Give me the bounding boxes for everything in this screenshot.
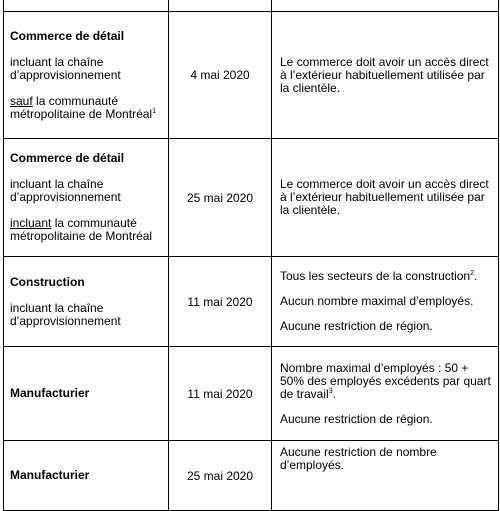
region-text: la communauté métropolitaine de Montréal: [10, 93, 153, 121]
region-text: la communauté métropolitaine de Montréal: [10, 216, 153, 243]
table-row: [4, 12, 499, 139]
sector-region: [10, 95, 164, 121]
footnote-ref: 3: [328, 387, 333, 395]
conditions-cell: [272, 139, 499, 257]
sector-title: Construction: [10, 274, 85, 289]
sector-table: [3, 0, 499, 511]
region-qualifier: sauf: [10, 93, 33, 108]
condition-main: Tous les secteurs de la construction: [280, 269, 471, 283]
header-cell: [272, 0, 499, 12]
sector-cell: [4, 139, 169, 257]
condition-text: Le commerce doit avoir un accès direct à l’extérieur habituellement utilisée par la clientèle.: [280, 54, 489, 95]
sector-scope: incluant la chaîne d’approvisionnement: [10, 54, 121, 82]
conditions-cell: [272, 441, 499, 511]
condition-text: Aucune restriction de nombre d’employés.: [280, 445, 437, 472]
sector-title: Commerce de détail: [10, 28, 125, 43]
footnote-ref: 2: [470, 270, 475, 277]
start-date: 25 mai 2020: [169, 139, 272, 257]
sector-title: Manufacturier: [10, 386, 90, 400]
table-row: [4, 139, 499, 257]
header-row: [4, 0, 499, 12]
sector-scope: incluant la chaîne d’approvisionnement: [10, 300, 121, 328]
start-date: 4 mai 2020: [169, 12, 272, 139]
condition-text: Le commerce doit avoir un accès direct à l’extérieur habituellement utilisée par la clientèle.: [280, 177, 489, 217]
region-qualifier: incluant: [10, 216, 52, 230]
conditions-cell: [272, 12, 499, 139]
condition-text: [280, 270, 492, 283]
sector-cell: [4, 257, 169, 347]
condition-text: Aucun nombre maximal d’employés.: [280, 294, 474, 308]
header-cell: [4, 0, 169, 12]
sector-region: [10, 217, 164, 243]
table-row: [4, 257, 499, 347]
condition-end: .: [474, 269, 478, 283]
header-cell: [169, 0, 272, 12]
conditions-cell: [272, 347, 499, 441]
condition-end: .: [332, 386, 336, 401]
start-date: 11 mai 2020: [169, 257, 272, 347]
sector-title: Manufacturier: [10, 468, 90, 482]
condition-text: Aucune restriction de région.: [280, 411, 433, 426]
sector-cell: [4, 12, 169, 139]
sector-title: Commerce de détail: [10, 151, 125, 165]
condition-main: Nombre maximal d’employés : 50 + 50% des employés excédents par quart de travail: [280, 360, 491, 401]
table-row: [4, 347, 499, 441]
sector-scope: incluant la chaîne d’approvisionnement: [10, 177, 121, 204]
condition-text: Aucune restriction de région.: [280, 319, 433, 333]
condition-text: [280, 362, 492, 401]
sector-cell: [4, 441, 169, 511]
start-date: 11 mai 2020: [169, 347, 272, 441]
table-row: [4, 441, 499, 511]
footnote-ref: 1: [152, 107, 156, 115]
conditions-cell: [272, 257, 499, 347]
start-date: 25 mai 2020: [169, 441, 272, 511]
sector-cell: [4, 347, 169, 441]
